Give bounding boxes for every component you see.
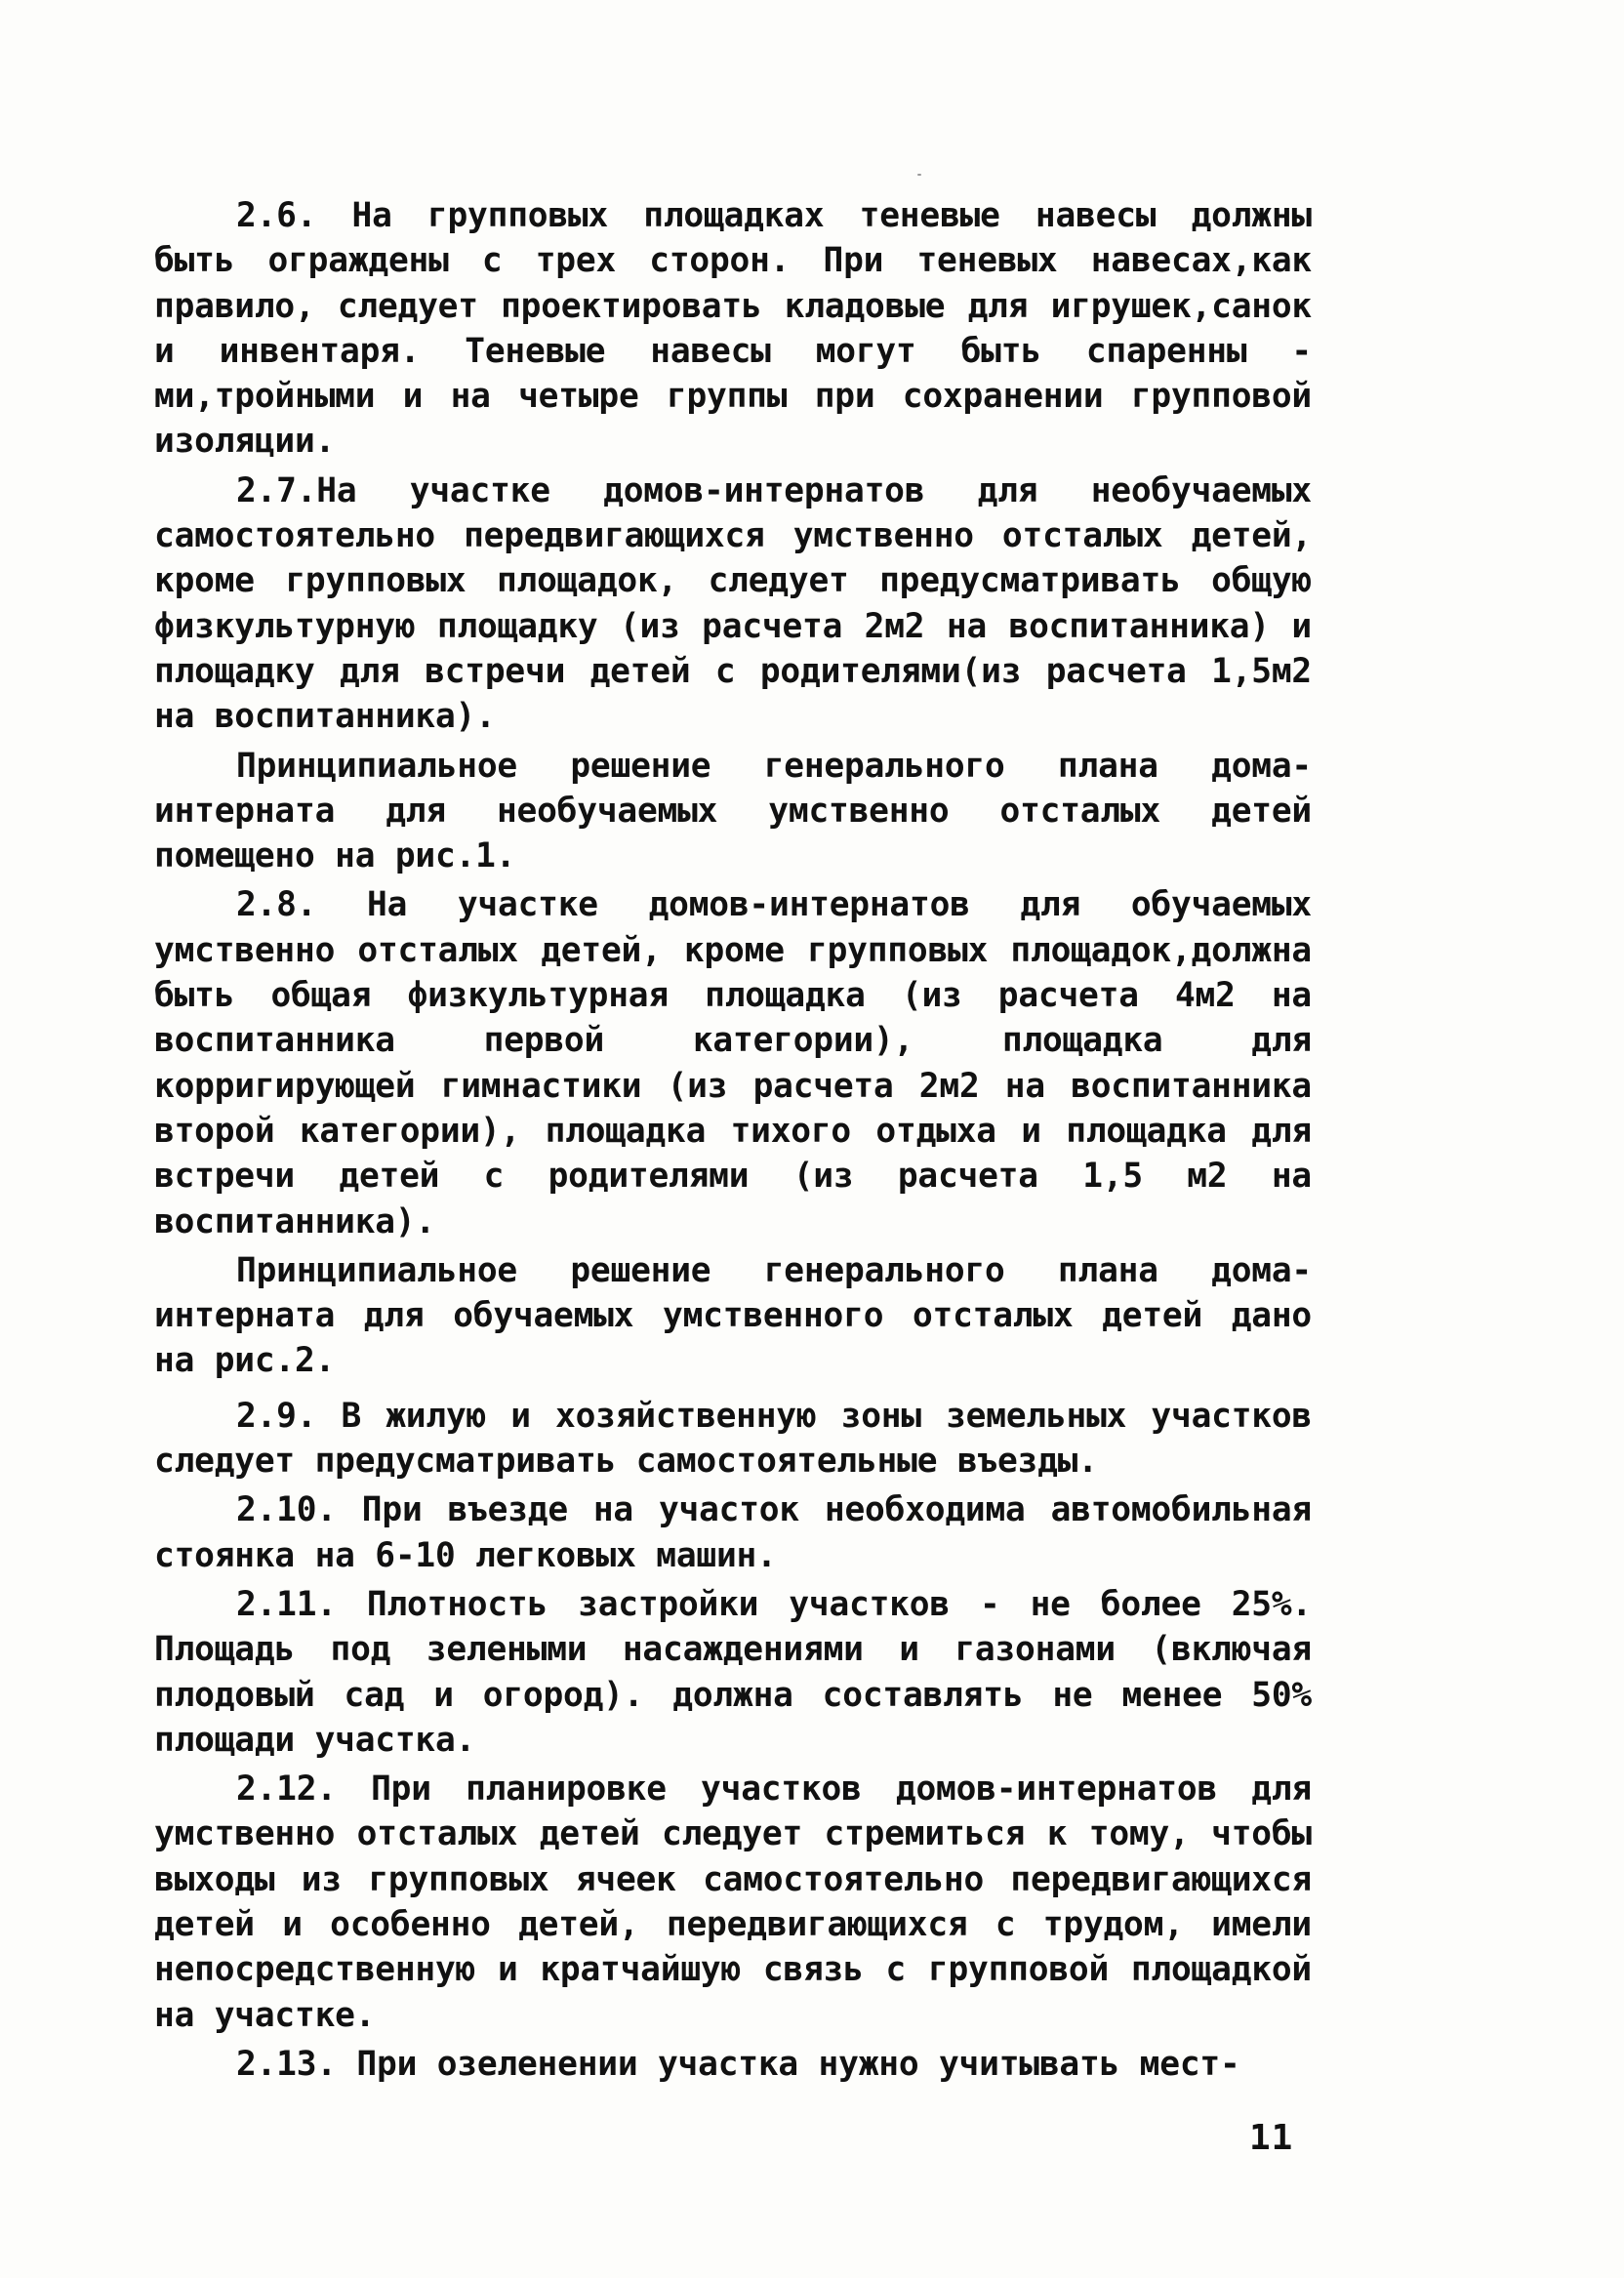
paragraph-2-11: 2.11. Плотность застройки участков - не более 25%. Площадь под зелеными насаждениями и газонами (включая плодовый сад и огород). должна составлять не менее 50% площади участка.: [154, 1584, 1312, 1760]
body-text: [154, 193, 1312, 2087]
paragraph-2-9: 2.9. В жилую и хозяйственную зоны земельных участков следует предусматривать самостоятельные въезды.: [154, 1396, 1312, 1482]
paragraph-2-12: 2.12. При планировке участков домов-интернатов для умственно отсталых детей следует стремиться к тому, чтобы выходы из групповых ячеек самостоятельно передвигающихся детей и особенно детей, передвигающихся с трудом, имели непосредственную и кратчайшую связь с групповой площадкой на участке.: [154, 1770, 1312, 2035]
paragraph-2-10: 2.10. При въезде на участок необходима автомобильная стоянка на 6-10 легковых машин.: [154, 1490, 1312, 1575]
scan-speck: [917, 174, 921, 176]
paragraph-2-13: 2.13. При озеленении участка нужно учитывать мест-: [236, 2044, 1240, 2084]
paragraph-2-6: 2.6. На групповых площадках теневые навесы должны быть ограждены с трех сторон. При теневых навесах,как правило, следует проектировать кладовые для игрушек,санок и инвентаря. Теневые навесы могут быть спаренны - ми,тройными и на четыре группы при сохранении групповой изоляции.: [154, 196, 1312, 462]
page-number: 11: [1249, 2118, 1294, 2158]
paragraph-figure-1-note: Принципиальное решение генерального плана дома-интерната для необучаемых умственно отсталых детей помещено на рис.1.: [154, 746, 1312, 876]
paragraph-2-8: 2.8. На участке домов-интернатов для обучаемых умственно отсталых детей, кроме групповых площадок,должна быть общая физкультурная площадка (из расчета 4м2 на воспитанника первой категории), площадка для корригирующей гимнастики (из расчета 2м2 на воспитанника второй категории), площадка тихого отдыха и площадка для встречи детей с родителями (из расчета 1,5 м2 на воспитанника).: [154, 885, 1312, 1241]
paragraph-2-7: 2.7.На участке домов-интернатов для необучаемых самостоятельно передвигающихся умственно отсталых детей, кроме групповых площадок, следует предусматривать общую физкультурную площадку (из расчета 2м2 на воспитанника) и площадку для встречи детей с родителями(из расчета 1,5м2 на воспитанника).: [154, 470, 1312, 737]
paragraph-figure-2-note: Принципиальное решение генерального плана дома-интерната для обучаемых умственного отсталых детей дано на рис.2.: [154, 1250, 1312, 1381]
